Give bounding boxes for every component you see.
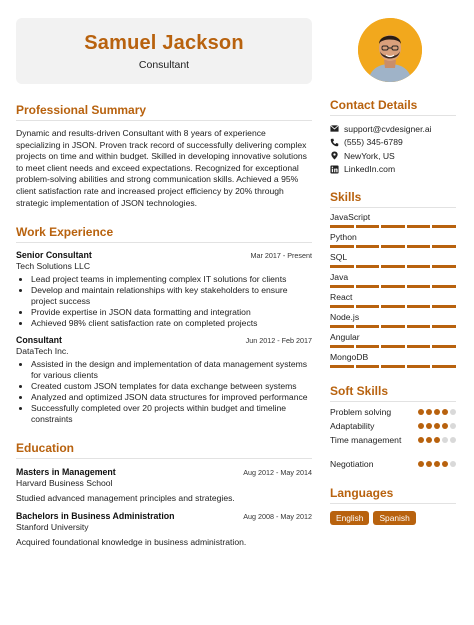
skill-level-bar [330,345,456,348]
skill-item [330,272,456,288]
job-bullets [16,274,312,329]
skill-level-bar [330,265,456,268]
skill-level-segment [356,285,380,288]
soft-skills-section [330,384,456,471]
soft-skills-heading: Soft Skills [330,384,456,402]
right-column [330,18,456,525]
job-bullet: • Lead project teams in implementing complex IT solutions for clients [31,274,312,285]
skill-level-segment [407,265,431,268]
skill-name: Node.js [330,312,360,322]
skill-level-segment [432,225,456,228]
skill-item [330,232,456,248]
soft-skill-rating [418,423,456,429]
rating-dot [450,461,456,467]
skill-name: MongoDB [330,352,369,362]
rating-dot [434,461,440,467]
job-bullet: • Assisted in the design and implementation of data management systems for various clients [31,359,312,381]
skill-level-segment [356,305,380,308]
soft-skill-name: Problem solving [330,407,392,417]
skill-item [330,292,456,308]
education-description: Studied advanced management principles and strategies. [16,493,235,504]
skills-heading: Skills [330,190,456,208]
languages-list [330,511,456,525]
rating-dot [434,409,440,415]
skill-level-bar [330,225,456,228]
rating-dot [418,409,424,415]
skill-level-segment [432,305,456,308]
skill-level-segment [381,225,405,228]
job-bullet: • Successfully completed over 20 projects within budget and timeline constraints [31,403,312,425]
skill-level-segment [330,225,354,228]
skill-name: Python [330,232,357,242]
skill-level-segment [381,285,405,288]
soft-skill-rating [418,409,456,415]
skill-level-segment [330,325,354,328]
skill-level-segment [381,245,405,248]
school-name: Harvard Business School [16,478,113,489]
phone-text: (555) 345-6789 [344,137,403,148]
skill-item [330,312,456,328]
skill-level-segment [432,325,456,328]
skill-item [330,252,456,268]
education-section [16,441,312,547]
rating-dot [450,409,456,415]
skill-level-segment [330,365,354,368]
skill-level-segment [381,345,405,348]
rating-dot [442,409,448,415]
job-date: Mar 2017 - Present [250,251,312,261]
job-bullet: • Provide expertise in JSON data formatting and integration [31,307,312,318]
rating-dot [418,423,424,429]
skill-level-segment [407,245,431,248]
job-title: Consultant [16,335,62,346]
education-date: Aug 2012 - May 2014 [243,468,312,478]
skill-item [330,332,456,348]
skills-list [330,212,456,368]
candidate-role: Consultant [138,59,190,71]
skill-level-segment [356,325,380,328]
skill-level-segment [330,285,354,288]
soft-skill-name: Adaptability [330,421,375,431]
skills-section [330,190,456,368]
job-entry [16,250,312,329]
rating-dot [426,409,432,415]
skill-level-segment [407,365,431,368]
linkedin-icon [330,165,339,174]
header-card [16,18,312,84]
candidate-name: Samuel Jackson [84,32,244,54]
job-date: Jun 2012 - Feb 2017 [245,336,312,346]
contact-location [330,149,456,163]
summary-heading: Professional Summary [16,103,312,121]
email-text: support@cvdesigner.ai [344,123,432,134]
soft-skill-name: Negotiation [330,459,374,469]
skill-name: React [330,292,353,302]
soft-skills-list [330,405,456,471]
soft-skill-item [330,419,456,433]
rating-dot [442,423,448,429]
contact-email[interactable] [330,122,456,136]
contact-heading: Contact Details [330,98,456,116]
experience-section [16,225,312,425]
skill-level-bar [330,325,456,328]
skill-level-segment [381,305,405,308]
degree-title: Bachelors in Business Administration [16,511,175,522]
languages-heading: Languages [330,486,456,504]
skill-name: SQL [330,252,348,262]
skill-level-segment [356,225,380,228]
skill-level-segment [432,345,456,348]
skill-level-segment [407,305,431,308]
rating-dot [442,437,448,443]
skill-level-segment [356,245,380,248]
skill-level-segment [407,285,431,288]
education-description: Acquired foundational knowledge in business administration. [16,537,247,548]
summary-section [16,103,312,209]
soft-skill-name: Time management [330,435,402,445]
job-bullet: • Analyzed and optimized JSON data structures for improved performance [31,392,312,403]
location-pin-icon [330,151,339,160]
contact-section [330,98,456,176]
location-text: NewYork, US [344,150,395,161]
skill-level-segment [381,265,405,268]
contact-phone [330,136,456,150]
rating-dot [450,423,456,429]
rating-dot [418,461,424,467]
skill-level-segment [356,345,380,348]
language-tag: Spanish [373,511,415,525]
skill-level-segment [356,265,380,268]
skill-level-segment [432,285,456,288]
skill-level-segment [330,305,354,308]
skill-level-segment [381,365,405,368]
soft-skill-item [330,405,456,419]
email-icon [330,124,339,133]
avatar-illustration [358,18,422,82]
rating-dot [442,461,448,467]
skill-item [330,212,456,228]
job-title: Senior Consultant [16,250,92,261]
rating-dot [450,437,456,443]
contact-linkedin[interactable] [330,163,456,177]
skill-level-segment [407,345,431,348]
job-bullet: • Develop and maintain relationships with key stakeholders to ensure project success [31,285,312,307]
soft-skill-rating [418,437,456,443]
rating-dot [426,437,432,443]
skill-name: Angular [330,332,360,342]
soft-skill-item [330,433,456,447]
education-entry [16,511,312,547]
rating-dot [434,423,440,429]
phone-icon [330,138,339,147]
job-bullet: • Achieved 98% client satisfaction rate on completed projects [31,318,312,329]
skill-level-segment [432,245,456,248]
languages-section [330,486,456,525]
skill-level-segment [407,325,431,328]
rating-dot [418,437,424,443]
summary-text: Dynamic and results-driven Consultant with 8 years of experience specializing in JSON. Proven track record of successfully delivering complex projects on time and within budget. Skilled in developing innovative solutions to meet client needs and exceed expectations. Recognized for exceptional problem-solving abilities and strong communication skills. Achieved a 95% client satisfaction rate and increased project efficiency by 20% through strategic implementation of JSON technologies. [16,128,307,208]
skill-level-segment [432,365,456,368]
skill-level-segment [356,365,380,368]
job-company: DataTech Inc. [16,346,69,357]
skill-name: Java [330,272,349,282]
school-name: Stanford University [16,522,89,533]
skill-level-segment [407,225,431,228]
skill-name: JavaScript [330,212,371,222]
linkedin-text: LinkedIn.com [344,164,396,175]
education-heading: Education [16,441,312,459]
left-column [16,18,312,547]
rating-dot [434,437,440,443]
education-entry [16,467,312,503]
profile-photo [358,18,422,82]
skill-item [330,352,456,368]
skill-level-bar [330,305,456,308]
rating-dot [426,423,432,429]
skill-level-bar [330,285,456,288]
skill-level-bar [330,245,456,248]
skill-level-segment [432,265,456,268]
rating-dot [426,461,432,467]
skill-level-segment [330,345,354,348]
job-bullets [16,359,312,425]
soft-skill-rating [418,461,456,467]
soft-skill-item [330,457,456,471]
skill-level-segment [381,325,405,328]
degree-title: Masters in Management [16,467,116,478]
job-bullet: • Created custom JSON templates for data exchange between systems [31,381,312,392]
skill-level-segment [330,245,354,248]
language-tag: English [330,511,369,525]
job-entry [16,335,312,425]
education-date: Aug 2008 - May 2012 [243,512,312,522]
skill-level-bar [330,365,456,368]
job-company: Tech Solutions LLC [16,261,91,272]
skill-level-segment [330,265,354,268]
experience-heading: Work Experience [16,225,312,243]
